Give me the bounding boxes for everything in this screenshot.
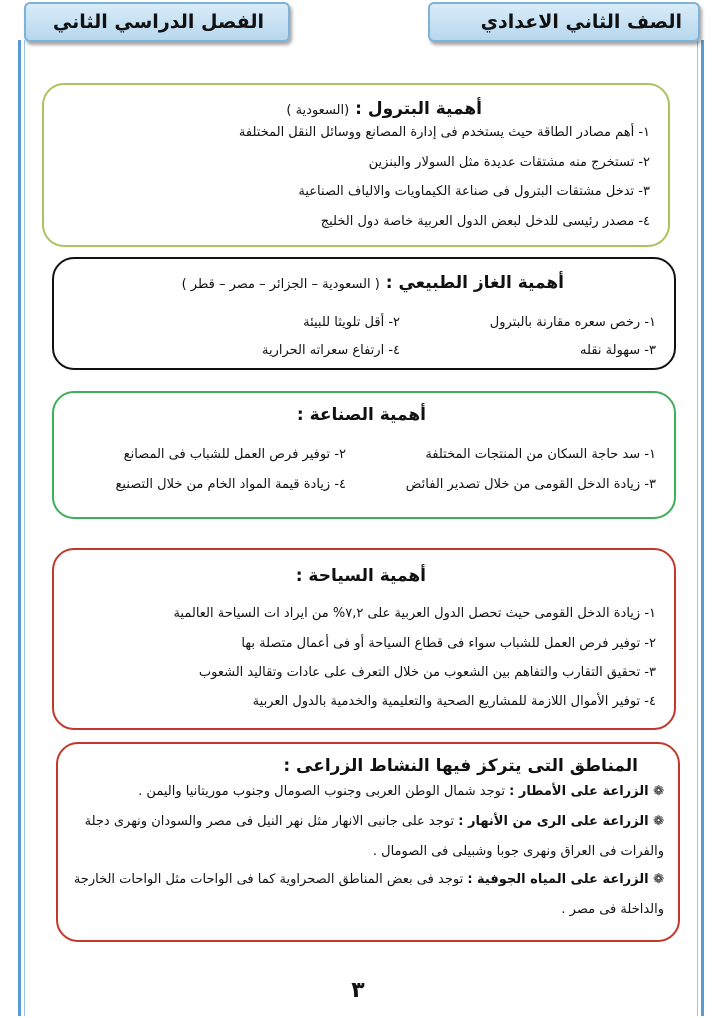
agri-rivers-label: ❁ الزراعة على الرى من الأنهار : [458, 814, 664, 829]
agri-rivers-line-2: والفرات فى العراق ونهرى جوبا وشبيلى فى الصومال . [372, 844, 664, 859]
gas-title [182, 273, 564, 293]
agri-ground-line [74, 872, 664, 887]
gas-title-text: أهمية الغاز الطبيعي : [385, 273, 564, 293]
gas-note: ( السعودية – الجزائر – مصر – قطر ) [181, 277, 380, 292]
natural-gas-section [52, 257, 676, 370]
agri-rain-label: ❁ الزراعة على الأمطار : [509, 784, 664, 799]
tourism-item-4: ٤- توفير الأموال اللازمة للمشاريع الصحية والتعليمية والخدمية بالدول العربية [252, 694, 656, 709]
agri-rivers-text: توجد على جانبى الانهار مثل نهر النيل فى مصر والسودان ونهرى دجلة [84, 814, 455, 829]
industry-item-1: ١- سد حاجة السكان من المنتجات المختلفة [425, 447, 656, 462]
term-tab [24, 2, 290, 42]
agri-rain-text: توجد شمال الوطن العربى وجنوب الصومال وجنوب موريتانيا واليمن . [138, 784, 505, 799]
agri-rivers-line [85, 814, 664, 829]
petroleum-item-2: ٢- تستخرج منه مشتقات عديدة مثل السولار والبنزين [368, 155, 650, 170]
petroleum-item-4: ٤- مصدر رئيسى للدخل لبعض الدول العربية خاصة دول الخليج [320, 214, 650, 229]
industry-title: أهمية الصناعة : [296, 405, 426, 425]
term-label: الفصل الدراسي الثاني [52, 11, 264, 33]
tourism-item-1: ١- زيادة الدخل القومى حيث تحصل الدول العربية على ٧,٢% من ايراد ات السياحة العالمية [173, 606, 656, 621]
tourism-item-3: ٣- تحقيق التقارب والتفاهم بين الشعوب من خلال التعرف على عادات وتقاليد الشعوب [198, 665, 656, 680]
petroleum-section [42, 83, 670, 247]
agriculture-section [56, 742, 680, 942]
industry-item-3: ٣- زيادة الدخل القومى من خلال تصدير الفائض [405, 477, 656, 492]
agri-ground-label: ❁ الزراعة على المياه الجوفية : [467, 872, 664, 887]
gas-item-2: ٢- أقل تلويثا للبيئة [303, 315, 400, 330]
gas-item-4: ٤- ارتفاع سعراته الحرارية [261, 343, 400, 358]
page-number: ٣ [351, 978, 365, 1003]
petroleum-item-3: ٣- تدخل مشتقات البترول فى صناعة الكيماويات والالياف الصناعية [298, 184, 650, 199]
tourism-section [52, 548, 676, 730]
agri-rain-line [138, 784, 664, 799]
tourism-item-2: ٢- توفير فرص العمل للشباب سواء فى قطاع السياحة أو فى أعمال متصلة بها [241, 636, 656, 651]
tourism-title: أهمية السياحة : [295, 566, 426, 586]
agriculture-title: المناطق التى يتركز فيها النشاط الزراعى : [283, 756, 638, 776]
grade-label: الصف الثاني الاعدادي [480, 11, 682, 33]
industry-item-2: ٢- توفير فرص العمل للشباب فى المصانع [123, 447, 346, 462]
petroleum-note: (السعودية ) [286, 103, 350, 118]
petroleum-title [286, 99, 482, 119]
grade-tab [428, 2, 700, 42]
petroleum-item-1: ١- أهم مصادر الطاقة حيث يستخدم فى إدارة المصانع ووسائل النقل المختلفة [238, 125, 650, 140]
gas-item-1: ١- رخص سعره مقارنة بالبترول [489, 315, 656, 330]
petroleum-title-text: أهمية البترول : [355, 99, 482, 119]
gas-item-3: ٣- سهولة نقله [580, 343, 656, 358]
industry-section [52, 391, 676, 519]
industry-item-4: ٤- زيادة قيمة المواد الخام من خلال التصنيع [115, 477, 346, 492]
agri-ground-text: توجد فى بعض المناطق الصحراوية كما فى الواحات مثل الواحات الخارجة [73, 872, 464, 887]
agri-ground-line-2: والداخلة فى مصر . [561, 902, 664, 917]
